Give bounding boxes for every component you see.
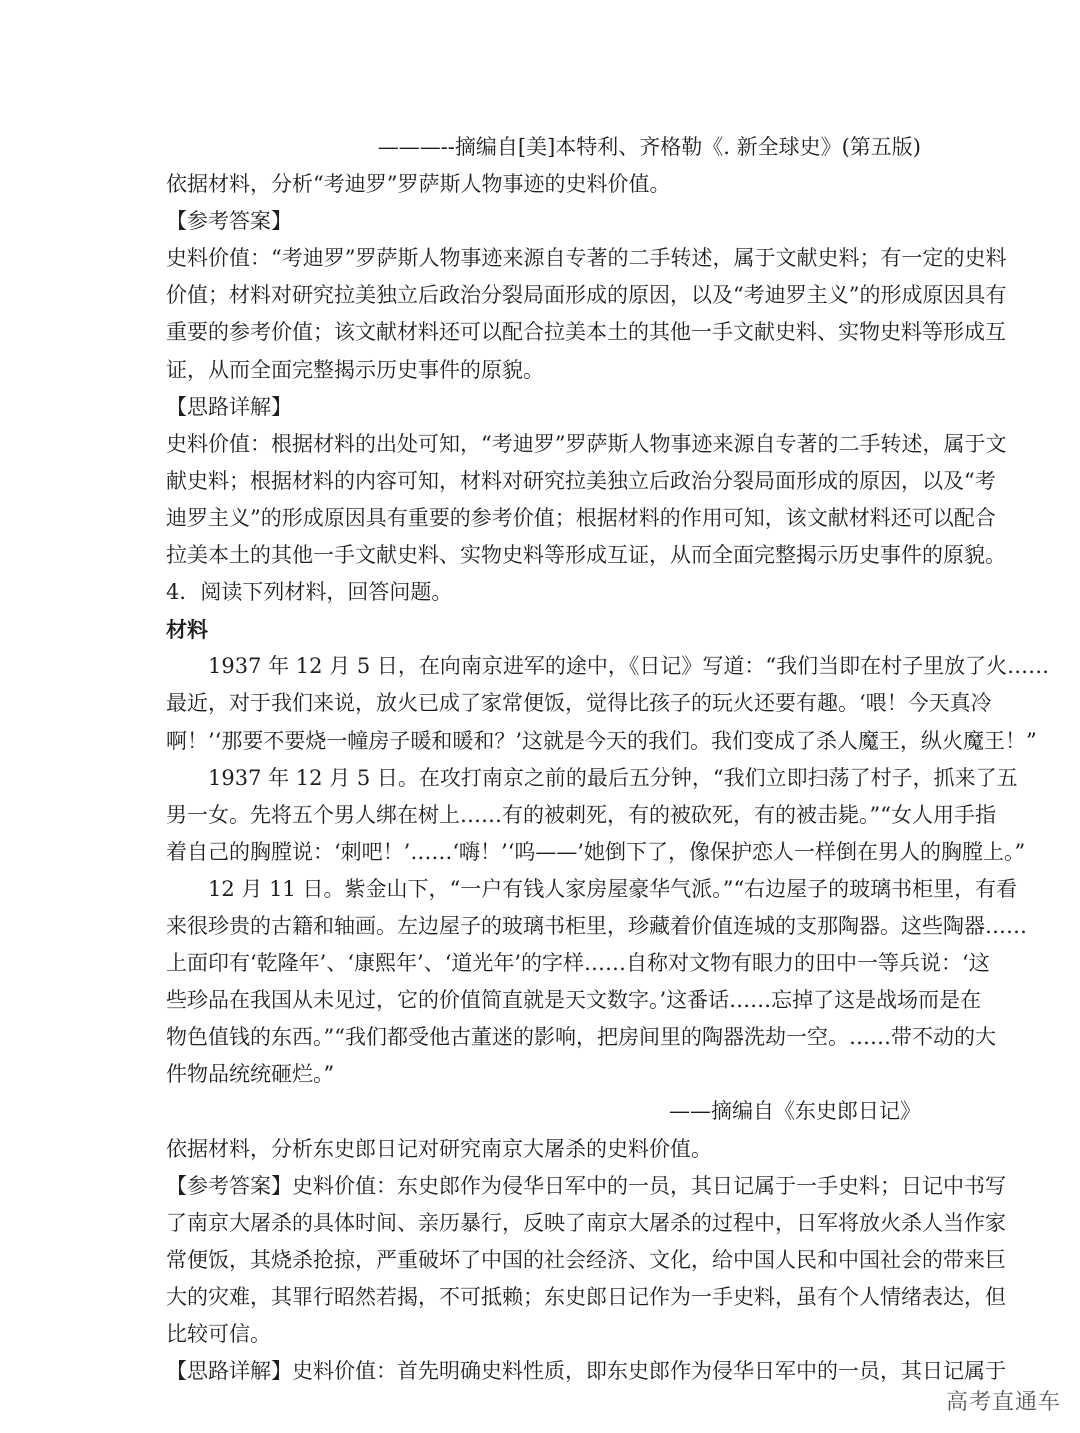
text-line: 证，从而全面完整揭示历史事件的原貌。 [166,357,544,382]
text-line: 最近，对于我们来说，放火已成了家常便饭，觉得比孩子的玩火还要有趣。‘喂！今天真冷 [166,691,992,716]
text-line: ———--摘编自[美]本特利、齐格勒《. 新全球史》(第五版) [377,135,921,159]
text-line: 重要的参考价值；该文献材料还可以配合拉美本土的其他一手文献史料、实物史料等形成互 [166,320,1006,345]
document-body [166,129,1050,1390]
text-line: 比较可信。 [166,1322,271,1346]
watermark: 高考直通车 [946,1390,1062,1415]
heading-reference-answer-3 [166,203,921,240]
text-line: 【思路详解】 [166,394,292,419]
text-line: 材料 [166,617,208,643]
text-line: 常便饭，其烧杀抢掠，严重破坏了中国的社会经济、文化，给中国人民和中国社会的带来巨 [166,1247,1006,1272]
material-paragraph-1 [166,648,1050,759]
text-line: 物色值钱的东西。”“我们都受他古董迷的影响，把房间里的陶器洗劫一空。……带不动的大 [166,1025,996,1050]
text-line: 啊！’‘那要不要烧一幢房子暖和暖和？’这就是今天的我们。我们变成了杀人魔王，纵火魔王！” [166,728,1037,753]
text-line: 大的灾难，其罪行昭然若揭，不可抵赖；东史郎日记作为一手史料，虽有个人情绪表达，但 [166,1284,1006,1309]
text-line: 价值；材料对研究拉美独立后政治分裂局面形成的原因，以及“考迪罗主义”的形成原因具有 [166,283,1007,308]
question-4-title [166,574,921,611]
text-line: 迪罗主义”的形成原因具有重要的参考价值；根据材料的作用可知，该文献材料还可以配合 [166,505,996,530]
text-line: 1937 年 12 月 5 日，在向南京进军的途中，《日记》写道：“我们当即在村子里放了火…… [208,654,1050,679]
text-line: 些珍品在我国从未见过，它的价值简直就是天文数字。’这番话……忘掉了这是战场而是在 [166,988,982,1013]
text-line: 【思路详解】史料价值：首先明确史料性质，即东史郎作为侵华日军中的一员，其日记属于 [166,1359,1006,1384]
text-line: 来很珍贵的古籍和轴画。左边屋子的玻璃书柜里，珍藏着价值连城的支那陶器。这些陶器…… [166,913,1027,938]
text-line: 依据材料，分析东史郎日记对研究南京大屠杀的史料价值。 [166,1136,712,1161]
source-citation-1 [166,129,921,166]
text-line: 献史料；根据材料的内容可知，材料对研究拉美独立后政治分裂局面形成的原因，以及“考 [166,468,996,493]
heading-analysis-3 [166,389,921,426]
text-line: 拉美本土的其他一手文献史料、实物史料等形成互证，从而全面完整揭示历史事件的原貌。 [166,543,1006,568]
text-line: 史料价值：根据材料的出处可知，“考迪罗”罗萨斯人物事迹来源自专著的二手转述，属于文 [166,431,1007,456]
text-line: 【参考答案】史料价值：东史郎作为侵华日军中的一员，其日记属于一手史料；日记中书写 [166,1173,1006,1198]
text-line: 依据材料，分析“考迪罗”罗萨斯人物事迹的史料价值。 [166,172,671,197]
text-line: 【参考答案】 [166,209,292,234]
text-line: 史料价值：“考迪罗”罗萨斯人物事迹来源自专著的二手转述，属于文献史料；有一定的史料 [166,246,1007,271]
text-line: 了南京大屠杀的具体时间、亲历暴行，反映了南京大屠杀的过程中，日军将放火杀人当作家 [166,1210,1006,1235]
text-line: 上面印有‘乾隆年’、‘康熙年’、‘道光年’的字样……自称对文物有眼力的田中一等兵说：‘这 [166,951,990,976]
text-line: 着自己的胸膛说：‘刺吧！’……‘嗨！’‘呜——’她倒下了，像保护恋人一样倒在男人的胸膛上。” [166,839,1026,864]
analysis-4 [166,1353,1006,1390]
text-line: 1937 年 12 月 5 日。在攻打南京之前的最后五分钟，“我们立即扫荡了村子，抓来了五 [208,765,1018,790]
analysis-3 [166,426,1007,574]
question-4 [166,1131,921,1168]
material-heading [166,611,921,648]
material-paragraph-3 [166,871,1027,1094]
material-paragraph-2 [166,760,1026,871]
answer-3 [166,240,1007,388]
question-3 [166,166,921,203]
source-citation-2 [166,1093,921,1130]
text-line: 男一女。先将五个男人绑在树上……有的被刺死，有的被砍死，有的被击毙。”“女人用手指 [166,802,996,827]
text-line: 件物品统统砸烂。” [166,1062,335,1087]
text-line: 12 月 11 日。紫金山下，“一户有钱人家房屋豪华气派。”“右边屋子的玻璃书柜里，有看 [208,876,1018,901]
answer-4 [166,1168,1006,1353]
text-line: ——摘编自《东史郎日记》 [669,1099,921,1124]
text-line: 4．阅读下列材料，回答问题。 [166,580,453,605]
